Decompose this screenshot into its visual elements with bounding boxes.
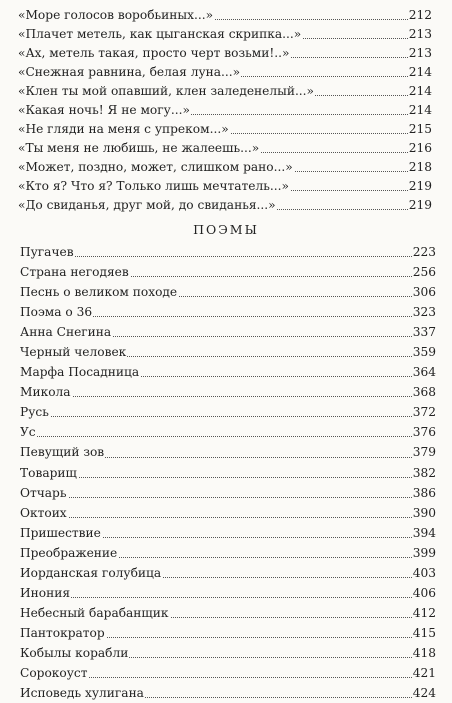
- toc-entry-title: Исповедь хулигана: [20, 683, 145, 703]
- toc-entry-page-number: 372: [412, 402, 436, 422]
- toc-entry: [0, 322, 452, 342]
- toc-entry: [0, 382, 452, 402]
- toc-entry-page-number: 306: [412, 282, 436, 302]
- toc-entry-page-number: 368: [412, 382, 436, 402]
- toc-entry: [0, 262, 452, 282]
- toc-entry-title: «Ты меня не любишь, не жалеешь...»: [18, 139, 260, 158]
- toc-entry-page-number: 418: [412, 643, 436, 663]
- toc-entry: [0, 63, 452, 82]
- toc-entry: [0, 523, 452, 543]
- toc-entry-title: «Плачет метель, как цыганская скрипка...»: [18, 25, 302, 44]
- toc-entry-title: Кобылы корабли: [20, 643, 129, 663]
- toc-entry-title: Пугачев: [20, 242, 75, 262]
- toc-entry-page-number: 379: [412, 442, 436, 462]
- toc-entry: [0, 683, 452, 703]
- dot-leader: [20, 416, 436, 417]
- toc-entry-page-number: 394: [412, 523, 436, 543]
- toc-entry-page-number: 218: [408, 158, 432, 177]
- toc-entry: [0, 623, 452, 643]
- toc-entry: [0, 603, 452, 623]
- toc-entry-title: Поэма о 36: [20, 302, 93, 322]
- toc-entry-page-number: 219: [408, 177, 432, 196]
- toc-entry-page-number: 214: [408, 82, 432, 101]
- toc-entry-page-number: 323: [412, 302, 436, 322]
- toc-entry: [0, 25, 452, 44]
- toc-entry: [0, 302, 452, 322]
- toc-entry-title: Инония: [20, 583, 71, 603]
- toc-entry-page-number: 421: [412, 663, 436, 683]
- toc-entry-page-number: 412: [412, 603, 436, 623]
- dot-leader: [20, 497, 436, 498]
- toc-entry-title: Октоих: [20, 503, 68, 523]
- toc-entry-title: «Не гляди на меня с упреком...»: [18, 120, 230, 139]
- dot-leader: [20, 477, 436, 478]
- toc-entry: [0, 422, 452, 442]
- toc-entry-title: Преображение: [20, 543, 118, 563]
- toc-entry: [0, 663, 452, 683]
- toc-entry: [0, 158, 452, 177]
- toc-entry-page-number: 403: [412, 563, 436, 583]
- toc-entry: [0, 101, 452, 120]
- toc-entry-page-number: 415: [412, 623, 436, 643]
- toc-entry: [0, 643, 452, 663]
- toc-entry-page-number: 219: [408, 196, 432, 215]
- toc-entry: [0, 402, 452, 422]
- toc-entry: [0, 82, 452, 101]
- toc-entry-title: Отчарь: [20, 483, 68, 503]
- toc-entry-page-number: 424: [412, 683, 436, 703]
- lyrics-toc-list: [0, 6, 452, 215]
- toc-entry-page-number: 223: [412, 242, 436, 262]
- toc-entry: [0, 242, 452, 262]
- toc-entry-title: Сорокоуст: [20, 663, 89, 683]
- toc-entry-title: Певущий зов: [20, 442, 105, 462]
- toc-entry-title: Иорданская голубица: [20, 563, 162, 583]
- toc-entry-title: Русь: [20, 402, 50, 422]
- toc-entry-page-number: 256: [412, 262, 436, 282]
- toc-entry-title: «Ах, метель такая, просто черт возьми!..»: [18, 44, 290, 63]
- toc-entry-title: Микола: [20, 382, 72, 402]
- toc-entry: [0, 120, 452, 139]
- toc-entry: [0, 196, 452, 215]
- dot-leader: [20, 517, 436, 518]
- toc-entry-page-number: 376: [412, 422, 436, 442]
- toc-entry: [0, 44, 452, 63]
- toc-entry-page-number: 382: [412, 463, 436, 483]
- toc-entry-title: Пришествие: [20, 523, 102, 543]
- dot-leader: [20, 597, 436, 598]
- dot-leader: [20, 396, 436, 397]
- toc-entry: [0, 503, 452, 523]
- toc-entry-title: Ус: [20, 422, 37, 442]
- toc-entry-title: Товарищ: [20, 463, 78, 483]
- toc-entry-page-number: 216: [408, 139, 432, 158]
- toc-entry-page-number: 212: [408, 6, 432, 25]
- toc-entry-title: Песнь о великом походе: [20, 282, 178, 302]
- toc-entry-title: «До свиданья, друг мой, до свиданья...»: [18, 196, 277, 215]
- toc-entry-title: «Может, поздно, может, слишком рано...»: [18, 158, 294, 177]
- toc-entry-title: Марфа Посадница: [20, 362, 140, 382]
- toc-entry-title: Пантократор: [20, 623, 106, 643]
- toc-entry-page-number: 214: [408, 101, 432, 120]
- toc-entry-title: Страна негодяев: [20, 262, 130, 282]
- toc-entry-page-number: 406: [412, 583, 436, 603]
- toc-entry: [0, 442, 452, 462]
- toc-entry: [0, 483, 452, 503]
- toc-entry-title: «Какая ночь! Я не могу...»: [18, 101, 191, 120]
- toc-entry-title: «Море голосов воробьиных...»: [18, 6, 214, 25]
- toc-entry-page-number: 337: [412, 322, 436, 342]
- toc-entry-page-number: 215: [408, 120, 432, 139]
- toc-entry-title: Черный человек: [20, 342, 127, 362]
- toc-entry: [0, 177, 452, 196]
- section-heading-poems: ПОЭМЫ: [193, 222, 259, 237]
- dot-leader: [20, 436, 436, 437]
- toc-entry-page-number: 390: [412, 503, 436, 523]
- toc-entry-page-number: 399: [412, 543, 436, 563]
- toc-entry: [0, 282, 452, 302]
- toc-entry: [0, 342, 452, 362]
- toc-entry-page-number: 213: [408, 44, 432, 63]
- toc-entry-page-number: 386: [412, 483, 436, 503]
- toc-entry-title: «Кто я? Что я? Только лишь мечтатель...»: [18, 177, 290, 196]
- toc-entry-title: Небесный барабанщик: [20, 603, 170, 623]
- toc-entry-title: Анна Снегина: [20, 322, 112, 342]
- dot-leader: [20, 256, 436, 257]
- toc-entry-page-number: 364: [412, 362, 436, 382]
- toc-entry: [0, 362, 452, 382]
- toc-entry: [0, 583, 452, 603]
- toc-entry: [0, 139, 452, 158]
- toc-entry: [0, 543, 452, 563]
- toc-entry: [0, 463, 452, 483]
- toc-entry: [0, 6, 452, 25]
- poems-toc-list: [0, 242, 452, 703]
- toc-entry-title: «Клен ты мой опавший, клен заледенелый...»: [18, 82, 315, 101]
- toc-entry: [0, 563, 452, 583]
- toc-entry-page-number: 359: [412, 342, 436, 362]
- toc-entry-page-number: 214: [408, 63, 432, 82]
- toc-entry-title: «Снежная равнина, белая луна...»: [18, 63, 241, 82]
- toc-entry-page-number: 213: [408, 25, 432, 44]
